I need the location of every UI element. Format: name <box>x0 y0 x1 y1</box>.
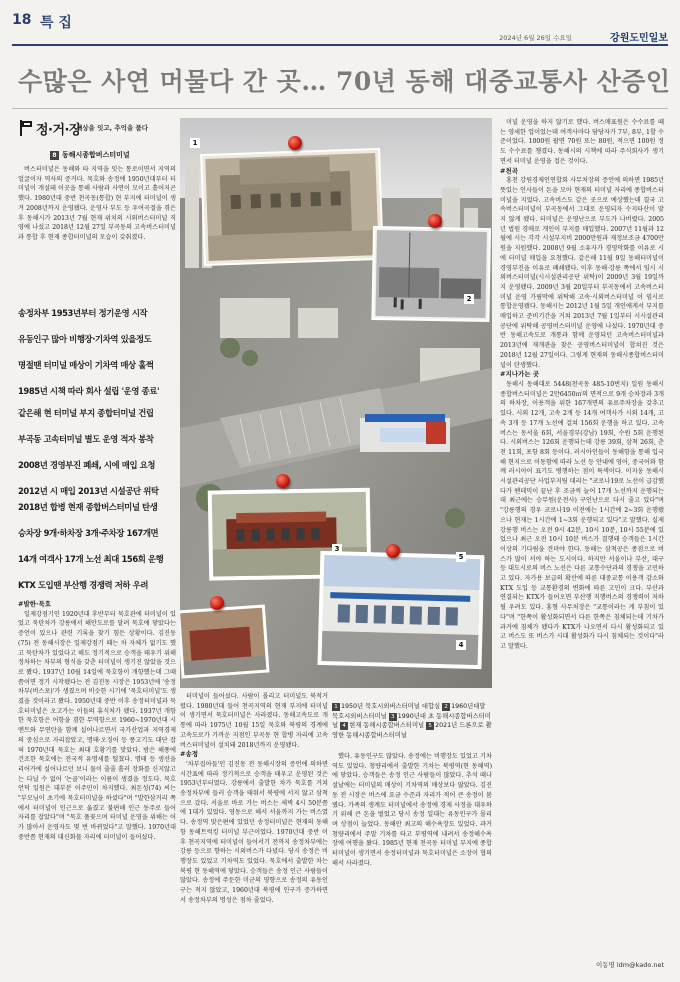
column-2-songjeong-paragraph: '차부집아들'인 김진동 전 동해시장의 증언에 의하면 시간표에 따라 정기적으로 승객을 태우고 운영된 것은 1953년부터였다. 강릉에서 출발한 차가 묵호를 거쳐 송정차부에 들러 승객을 태워서 북평에 서지 않고 삼척으로 갔다. 서울로 바로 가는 버스는 새벽 4시 50분쯤에 1대가 있었다. 영동으로 해서 서울까지 가는 버스였다. 송정역 맞은편에 있었던 송정터미널은 현재의 동해항 동해트럭킹 터미널 부근이었다. 1970년대 중반 이후 천곡지역에 터미널이 들어서기 전까지 송정차부에는 강릉 등으로 향하는 시외버스가 다녔다. 당시 송정은 비행장도 있었고 기차역도 있었다. 묵호에서 출발한 차는 북평 현 동해역에 닿았다. 승객들은 송정 인근 사람들이 많았다. 송정에 주둔한 미군의 영향으로 송정의 유동인구는 적지 않았고, 1960년대 북평에 인구가 증가하면서 송정차부의 명성은 점차 줄었다. <box>180 760 328 904</box>
column-1-text <box>18 610 176 843</box>
column-2-songjeong-text <box>180 760 328 906</box>
intro-paragraph <box>18 165 176 281</box>
series-subtitle: 세상을 잇고, 추억을 품다 <box>76 124 149 132</box>
summary-line: 부곡동 고속터미널 별도 운영 적자 봉착 <box>18 434 154 444</box>
photo-captions <box>332 702 492 740</box>
page-number: 18 <box>12 12 32 28</box>
pushpin-icon <box>386 544 400 558</box>
pushpin-icon <box>428 214 442 228</box>
article-tag-number: 8 <box>50 151 59 160</box>
section-head-cheongok: #천곡 <box>500 166 519 175</box>
summary-line: KTX 도입땐 부산행 경쟁력 저하 우려 <box>18 580 149 590</box>
column-1-paragraph: 일제강점기인 1920년대 후반부터 묵호관에 터미널이 있었고 묵탄차가 강릉에서 해안도로를 달려 묵호에 닿았다는 증언이 있으나 관련 기록을 찾기 힘든 상황이다. 김진동(75) 전 동해시장은 일제강점기 때는 차 자체가 없기도 했고 묵탄차가 있었다고 해도 정기적으로 승객을 태우기 위해 정차하는 차부의 형식을 갖춘 터미널이 생기진 않았을 것으로 봤다. 1937년 10월 14일에 묵호항이 개항했는데 그때쯤이면 정기 시작됐다는 전 김진동 시장은 1953년에 '송정차부(버스포)'가 생겼으며 비슷한 시기에 '묵호터미널'도 생겼을 것이라고 봤다. 1950년대 중반 이후 송정터미널과 묵호터미널은 오고가는 이들의 휴식처가 됐다. 1937년 개항한 묵호항은 어항을 겸한 무역항으로 1960~1970년대 시멘트와 무연탄을 함께 실어나르면서 국가산업과 지역경제의 중심으로 자리잡았고, 명태·오징어 등 풍고기도 대단 잡혀 1970년대 묵호는 최대 호황기를 맞았다. 밤은 해풍에 건조한 묵호에는 전국적 유명세를 떨쳤다. 명태 등 생선을 리어카에 실어나르던 보니 물이 줄줄 흘러 장화를 신지않고는 다닐 수 없어 '논골'이라는 이름이 생겼을 정도다. 묵호 언덕 일원은 대부분 이주민이 차지했다. 최돈성(74) 씨는 "부모님이 초기에 묵호터미널을 하셨다"며 "발한삼거리 쪽에서 터미널이 인근으로 옮겼고 불편해 인근 동주로 들어 자리를 잡았다"며 "묵호 풀꽃으며 터미널 운영을 위해는 어가 많아서 운영자도 몇 번 바뀌었다"고 말했다. 1970년대 중반쯤 현재의 대신화물 자리에 터미널이 들어섰다. <box>18 610 176 841</box>
photo-number: 3 <box>332 544 342 554</box>
photo-collage <box>180 118 492 688</box>
headline-rule <box>12 108 668 109</box>
column-4-cheongok-paragraph: 홍천 강원경제인연합회 사무처장의 증언에 의하면 1985년 뜻있는 인사들이 돈을 모아 현재의 터미널 자리에 종합버스터미널을 지었다. 고속버스도 같은 곳으로 예상했는데 결국 고속버스터미널이 부곡동에서 그대로 운영되자 수지타산이 맞지 않게 됐다. 터미널은 운영난으로 부도가 나버렸다. 2005년 법원 경매로 개인이 부지를 매입했다. 2007년 11월과 12월에 시는 각각 시설부지비 2000만원과 재정보조금 4700만원을 지원했다. 2008년 9월 소유자가 경영악화를 이유로 시에 터미널 매입을 요청했다. 같은해 11월 9일 동해터미널이 경영부진을 이유로 폐쇄됐다. 이후 동해·강릉 쪽에서 임시 시외버스터미널(시시설관리공단 위탁)이 2009년 3월 19일까지 운영됐다. 2009년 3월 20일부터 부곡동에서 고속버스터미널 운영 가림막에 위탁해 고속·시외버스터미널 이 임시로 통합운영됐다. 동해시는 2012년 1월 5일 개인에게서 부지를 매입하고 준비기간을 거쳐 2013년 7월 1일부터 시시설관리공단에 위탁해 공영버스터미널 운영에 나섰다. 1970년대 중반 동해고속도로 개통과 함께 운영되던 고속버스터미널과 2013년에 재개관을 찾은 공영버스터미널이 합쳐진 것은 2018년 12월 27일이다. 그렇게 현재의 동해시종합버스터미널이 탄생했다. <box>500 177 664 369</box>
column-4-text <box>500 118 664 167</box>
column-4-paragraph: 미널 운영을 하지 않기로 했다. 버스매표원은 수수료를 떼는 영세한 업이었는데 여객사마다 담당자가 7부, 8부, 1할 수준이었다. 1000원 팔면 70원 또는 80원, 적으면 100원 정도 수수료를 챙겼다. 동해시의 시책에 따라 주식회사가 생기면서 터미널 운영을 접은 것이다. <box>500 119 664 165</box>
column-3-text <box>332 752 492 868</box>
summary-line: 2008년 경영부진 폐쇄, 시에 매입 요청 <box>18 460 156 470</box>
summary-line: 2018년 합병 현재 종합버스터미널 탄생 <box>18 502 158 512</box>
caption-number: 2 <box>442 703 450 711</box>
article-tag-label: 동해시종합버스터미널 <box>62 151 130 159</box>
caption-text: 현재 동해시종합버스터미널 <box>349 722 425 730</box>
column-2 <box>180 692 328 956</box>
caption-number: 3 <box>389 713 397 721</box>
caption-text: 2021년 드론으로 촬영한 동해시종합버스터미널 <box>332 722 492 739</box>
column-4-cheongok-text <box>500 176 664 370</box>
newspaper-name: 강원도민일보 <box>610 33 668 44</box>
summary-line: 1985년 시책 따라 회사 설립 '운영 종료' <box>18 386 160 396</box>
section-label: 특 집 <box>40 15 72 31</box>
summary-line: 명절땐 터미널 매상이 기차역 매상 훌쩍 <box>18 360 154 370</box>
column-3 <box>332 752 492 956</box>
summary-line: 승차장 9개·하차장 3개·주차장 167개면 <box>18 528 159 538</box>
summary-line: 2012년 시 매입 2013년 시설공단 위탁 <box>18 486 159 496</box>
caption-item <box>332 703 442 710</box>
caption-text: 1960년대말 묵호시외버스터미널 <box>332 703 486 720</box>
caption-text: 1990년대 초 동해시종합버스터미널 <box>332 712 491 730</box>
header-rule <box>12 44 668 46</box>
column-4-present-text <box>500 380 664 652</box>
caption-number: 4 <box>340 722 348 730</box>
summary-line: 유동인구 많아 비행장·기차역 있을정도 <box>18 334 152 344</box>
summary-line: 송정차부 1953년부터 정기운영 시작 <box>18 308 148 318</box>
column-2-text <box>180 692 328 750</box>
caption-text: 1950년 묵호시외버스터미널 대합실 <box>341 703 441 710</box>
issue-date: 2024년 6월 26일 수요일 <box>499 34 572 42</box>
section-head-present: #지나가는 곳 <box>500 370 540 379</box>
pushpin-icon <box>288 136 302 150</box>
bus-stop-icon <box>18 119 36 137</box>
caption-number: 5 <box>426 722 434 730</box>
intro-text: 버스터미널은 동해와 타 지역을 잇는 통로이면서 지역의 얼굴이자 역사의 증거다. 묵호와 송정에 1950년대부터 터미널이 개설돼 이곳을 통해 사람과 사연이 모이고 흩어지곤 했다. 1980년대 중반 천곡동(통합) 현 부지에 터미널이 생겨 2008년까지 운영됐다. 운영사 부도 등 우여곡절을 겪은 후 동해시가 2013년 7월 현재 위치의 시외버스터미널 직영에 나섰고 2018년 12월 27일 부곡동의 고속버스터미널과 통합 후 현재 종합터미널의 모습이 갖춰졌다. <box>18 166 176 241</box>
headline: 수많은 사연 머물다 간 곳… 70년 동해 대중교통사 산증인 <box>18 67 671 96</box>
photo-collage-art <box>180 118 492 688</box>
pushpin-icon <box>210 596 224 610</box>
column-1 <box>18 600 176 956</box>
summary-line: 14개 여객사 17개 노선 최대 156회 운행 <box>18 554 164 564</box>
caption-number: 1 <box>332 703 340 711</box>
summary-group-2 <box>18 400 176 504</box>
pushpin-icon <box>276 474 290 488</box>
photo-number: 1 <box>190 138 200 148</box>
section-head-balhan: #발한·묵호 <box>18 600 52 608</box>
photo-number: 2 <box>464 294 474 304</box>
byline: 이동명 ldm@kado.net <box>595 961 664 969</box>
column-2-paragraph: 터미널이 들어섰다. 사람이 몰리고 터미널도 북적거렸다. 1980년대 들어 천곡지역의 현재 부지에 터미널이 생기면서 묵호터미널은 사라졌다. 동해고속도로 개통에 따라 1975년 10월 15일 묵호와 북평의 경계에 고속도로가 가까운 지점인 부곡동 현 합병 자리에 고속버스터미널이 설치돼 2018년까지 운영됐다. <box>180 693 328 749</box>
caption-item <box>340 722 426 729</box>
column-4 <box>500 118 664 956</box>
column-4-present-paragraph: 동해시 동해대로 5448(천곡동 485-10번지) 일원 동해시종합버스터미널은 2만6450㎡의 면적으로 9개 승차장과 3개의 하차장, 이용객을 위한 167개면의 유료주차장을 갖추고 있다. 시외 12개, 고속 2개 등 14개 여객사가 시외 14개, 고속 3개 등 17개 노선에 걸쳐 156회 운행을 하고 있다. 고속버스는 동서울 6회, 서울경부(강남) 19회, 수원 5회 운행된다. 시외버스는 126회 운행되는데 강릉 39회, 삼척 26회, 춘천 11회, 포항 8회 등이다. 러시아인들이 동해항을 통해 입국해 현지으로 이동함에 따라 노선 등 안내에 영어, 중국어와 함께 러시아어 표기도 병행하는 점이 특색이다. 이지웅 동해시시설관리공단 사업부지팀 대리는 "코로나19로 노선이 급감했다가 팬데믹이 끝난 후 조금씩 늘어 17개 노선까지 운행되는데 최근에는 승무원(운전사) 구인난으로 다시 줄고 있다"며 "강릉행의 경우 코로나19 이전에는 1시간에 2~3회 운행됐으나 현재는 1시간에 1~3회 운행되고 있다"고 말했다. 실제 강릉행 버스는 오전 9시 42분, 10시 10분, 10시 55분에 있었으나 최근 오전 10시 10분 버스가 결행돼 승객들은 1시간 이상의 기다림을 견뎌야 한다. 동해는 삼척공은 종점으로 버스가 많이 서야 하는 도시이다. 하지만 서울이나 부산, 대구 등 대도시로의 버스 노선은 다른 교통수단과의 경쟁을 고민하고 있다. 자가용 보급의 확산에 따른 대중교통 이용객 감소와 KTX 도입 등 교통환경의 변화에 따른 고민이 크다. 부산과 연결되는 KTX가 들어오면 부산행 직행버스의 경쟁력이 저하될 우려도 있다. 홍형 사무처장은 "교통이라는 게 부침이 있다"며 "한쪽이 활성화되면서 다른 한쪽은 침체되는데 기차가 과거에 침체가 됐다가 KTX가 나오면서 다시 활성화되고 있고 버스도 또 버스가 시대 활성화가 다시 침체되는 것이다"라고 말했다. <box>500 380 664 650</box>
photo-number: 4 <box>456 640 466 650</box>
series-logo-text: 정·거·장 <box>36 122 82 138</box>
summary-group-1 <box>18 300 176 404</box>
article-tag <box>50 150 130 160</box>
section-head-songjeong: #송정 <box>180 750 199 759</box>
column-3-paragraph: 했다. 유동인구도 많았다. 송정에는 비행장도 있었고 기차역도 있었다. 청량리에서 출발한 기차는 북평역(현 동해역)에 닿았다. 승객들은 송정 인근 사람들이 많았다. 추석 때나 설날에는 터미널의 매상이 기차역의 매상보다 많았다. 김진동 전 시장은 버스에 요금 수준과 자리가 적어 큰 송정이 붐볐다. 가족의 생계도 터미널에서 송정에 경제 사정을 대우하기 위해 큰 돈을 벌었고 당시 송정 일대는 유동인구가 몰리며 상점이 늘었다. 동해안 최고의 해수욕장도 있었다. 과거 청량리에서 주말 기차를 타고 부평역에 내려서 송정해수욕장에 여행을 왔다. 1985년 현재 천곡동 터미널 부지에 종합터미널이 생기면서 송정터미널과 묵호터미널은 소장이 협의해서 사라졌다. <box>332 753 492 867</box>
summary-line: 같은해 현 터미널 부지 종합터미널 건립 <box>18 408 154 418</box>
photo-number: 5 <box>456 552 466 562</box>
summary-group-3 <box>18 494 176 598</box>
